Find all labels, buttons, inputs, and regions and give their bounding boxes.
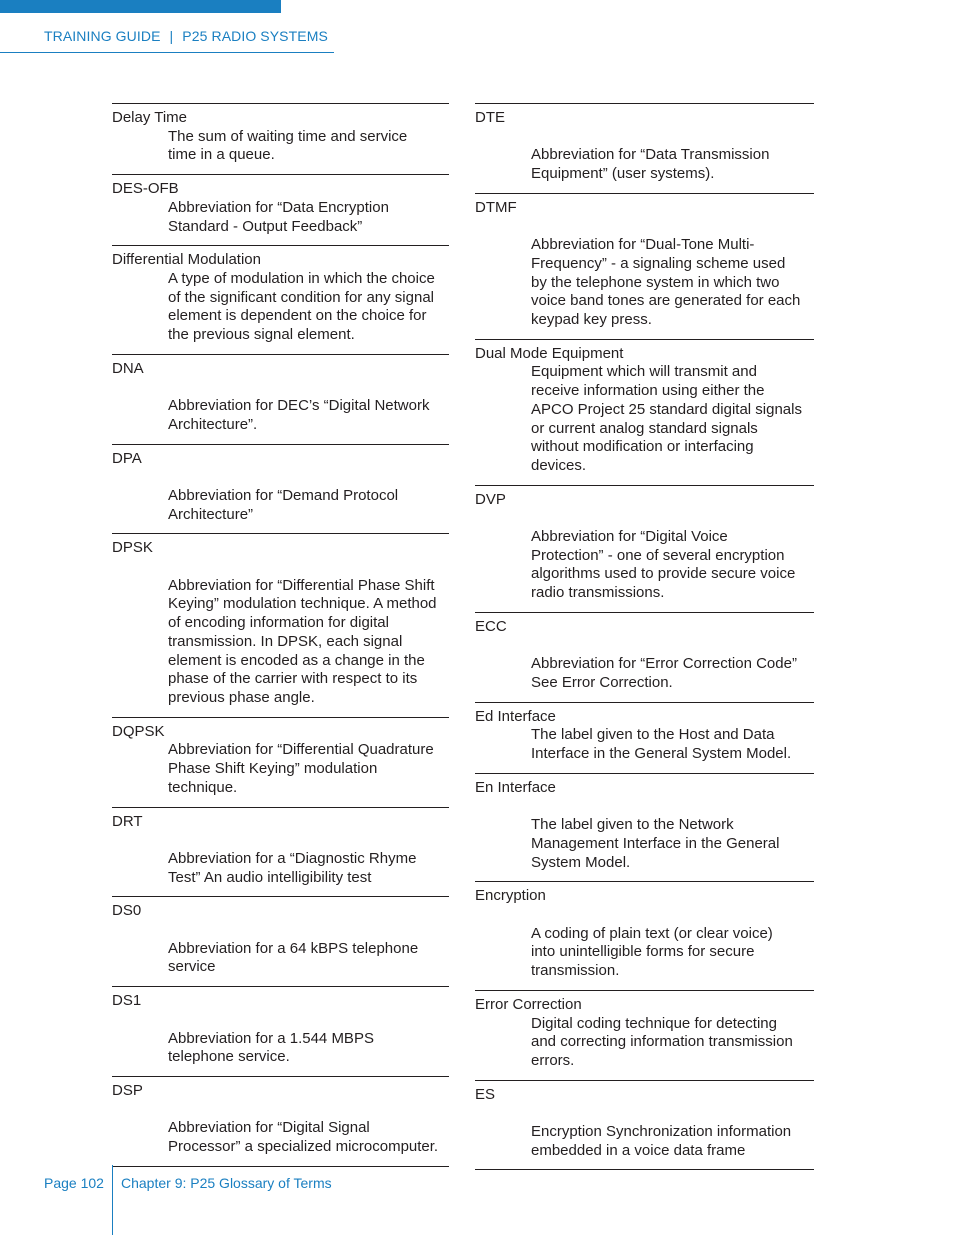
glossary-entry: [475, 339, 814, 485]
glossary-term: Error Correction: [475, 995, 582, 1013]
glossary-entry: [112, 896, 449, 986]
header-rule: [0, 52, 334, 53]
glossary-entry: [475, 193, 814, 339]
glossary-definition: The label given to the Network Management Interface in the General System Model.: [531, 816, 780, 871]
glossary-definition: Abbreviation for “Differential Phase Shift Keying” modulation technique. A method of encoding information for digital transmission. In DPSK, each signal element is encoded as a change in the phase of the carrier with respect to its previous phase angle.: [168, 576, 437, 706]
footer-divider: [112, 1165, 113, 1235]
glossary-entry: [112, 444, 449, 534]
glossary-entry: [475, 612, 814, 702]
glossary-definition: Abbreviation for “Data Transmission Equipment” (user systems).: [531, 146, 770, 183]
glossary-entry: [112, 717, 449, 807]
glossary-term: Ed Interface: [475, 707, 556, 725]
glossary-entry: [112, 533, 449, 716]
glossary-definition: Abbreviation for a “Diagnostic Rhyme Test” An audio intelligibility test: [168, 849, 417, 886]
glossary-term: DTE: [475, 109, 505, 126]
glossary-entry: [112, 986, 449, 1076]
header-separator: |: [169, 28, 174, 44]
glossary-term: Delay Time: [112, 109, 188, 126]
glossary-definition: Encryption Synchronization information embedded in a voice data frame: [531, 1123, 792, 1159]
glossary-definition: Abbreviation for “Differential Quadrature Phase Shift Keying” modulation technique.: [168, 741, 434, 796]
glossary-definition: Abbreviation for DEC’s “Digital Network Architecture”.: [168, 397, 430, 433]
glossary-term: DRT: [112, 812, 143, 830]
glossary-term: Differential Modulation: [112, 251, 261, 269]
glossary-term: DS1: [112, 992, 142, 1010]
glossary-entry: [112, 807, 449, 897]
glossary-entry: [475, 773, 814, 882]
glossary-definition: A coding of plain text (or clear voice) into unintelligible forms for secure transmission.: [531, 924, 773, 980]
glossary-term: DTMF: [475, 198, 517, 216]
glossary-entry: [475, 485, 814, 612]
header-system-title: P25 RADIO SYSTEMS: [182, 28, 328, 44]
glossary-definition: Abbreviation for “Error Correction Code” See Error Correction.: [531, 655, 797, 691]
glossary-column-left: [112, 103, 449, 1167]
glossary-definition: Abbreviation for “Dual-Tone Multi- Frequency” - a signaling scheme used by the telephone system in which two voice band tones are generated for each keypad key press.: [531, 236, 801, 329]
glossary-term: DES-OFB: [112, 180, 179, 198]
glossary-definition: A type of modulation in which the choice of the significant condition for any signal element is dependent on the choice for the previous signal element.: [168, 269, 435, 344]
glossary-term: ECC: [475, 617, 507, 635]
glossary-term: ES: [475, 1085, 496, 1103]
glossary-term: DPSK: [112, 539, 153, 557]
glossary-entry: [475, 103, 814, 193]
glossary-entry: [112, 1076, 449, 1167]
glossary-term: En Interface: [475, 778, 556, 796]
glossary-definition: Abbreviation for a 1.544 MBPS telephone service.: [168, 1029, 374, 1066]
glossary-term: Dual Mode Equipment: [475, 344, 624, 362]
glossary-entry: [475, 1080, 814, 1171]
glossary-definition: Abbreviation for “Data Encryption Standard - Output Feedback”: [168, 198, 389, 235]
glossary-term: Encryption: [475, 887, 546, 905]
glossary-term: DNA: [112, 359, 144, 377]
glossary-definition: Equipment which will transmit and receive information using either the APCO Project 25 standard digital signals or current analog standard signals without modification or interfacing devices.: [531, 363, 802, 474]
glossary-entry: [112, 103, 449, 174]
glossary-definition: The sum of waiting time and service time in a queue.: [168, 127, 408, 164]
glossary-term: DSP: [112, 1081, 143, 1099]
glossary-definition: Abbreviation for “Demand Protocol Architecture”: [168, 486, 399, 523]
glossary-entry: [475, 702, 814, 773]
glossary-definition: Abbreviation for “Digital Signal Processor” a specialized microcomputer.: [168, 1119, 439, 1156]
glossary-term: DPA: [112, 449, 142, 467]
glossary-entry: [112, 245, 449, 354]
chapter-title: Chapter 9: P25 Glossary of Terms: [121, 1175, 332, 1191]
glossary-definition: Abbreviation for a 64 kBPS telephone service: [168, 939, 419, 976]
glossary-definition: Abbreviation for “Digital Voice Protection” - one of several encryption algorithms used to provide secure voice radio transmissions.: [531, 528, 796, 602]
header-guide-title: TRAINING GUIDE: [44, 28, 161, 44]
running-header: [44, 28, 328, 44]
header-accent-bar: [0, 0, 281, 13]
glossary-term: DVP: [475, 490, 506, 508]
glossary-term: DS0: [112, 902, 142, 920]
glossary-entry: [475, 881, 814, 990]
page-number: Page 102: [44, 1175, 104, 1191]
glossary-definition: The label given to the Host and Data Interface in the General System Model.: [531, 726, 792, 763]
glossary-entry: [475, 990, 814, 1080]
glossary-term: DQPSK: [112, 722, 165, 740]
glossary-entry: [112, 174, 449, 245]
glossary-entry: [112, 354, 449, 444]
glossary-definition: Digital coding technique for detecting and correcting information transmission errors.: [531, 1014, 793, 1069]
glossary-column-right: [475, 103, 814, 1170]
